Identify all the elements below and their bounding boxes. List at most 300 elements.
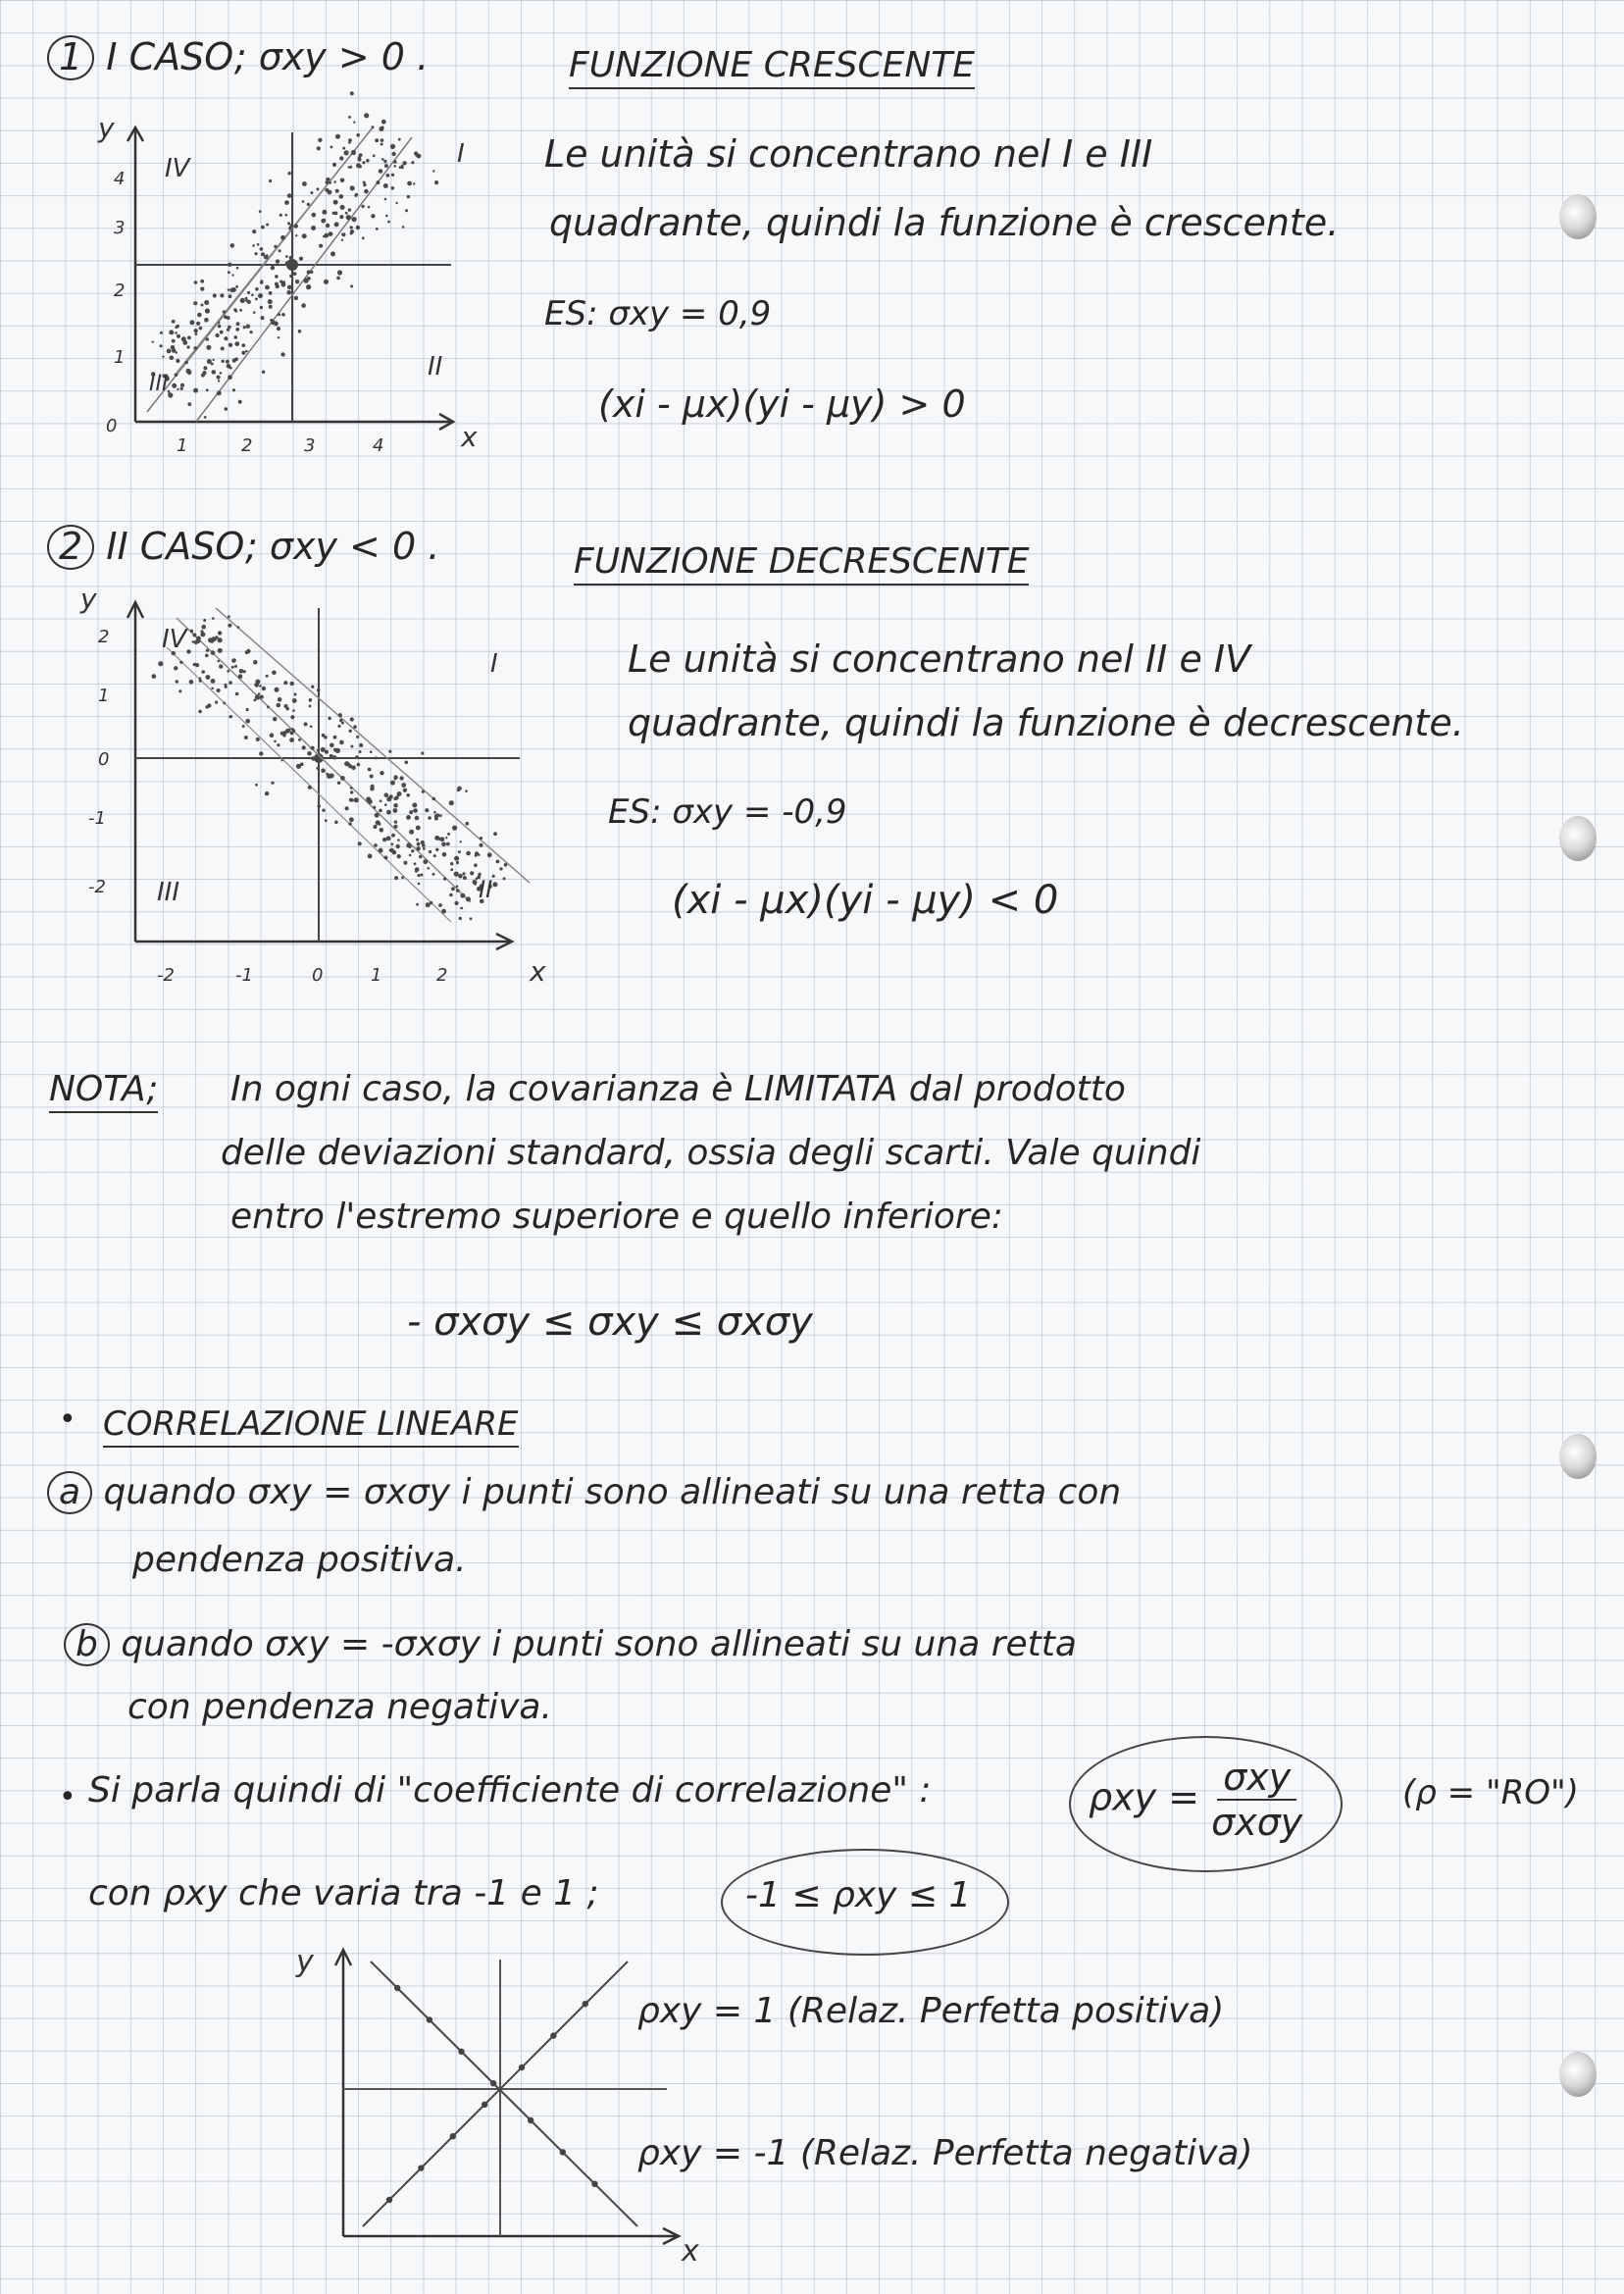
scatter-point bbox=[347, 763, 350, 766]
scatter-point bbox=[438, 903, 442, 907]
scatter-point bbox=[381, 143, 383, 146]
case2-xtick-1: 1 bbox=[371, 965, 382, 986]
scatter-point bbox=[322, 210, 327, 215]
scatter-point bbox=[435, 813, 439, 817]
scatter-point bbox=[288, 729, 291, 732]
scatter-point bbox=[192, 640, 195, 643]
scatter-point bbox=[267, 705, 270, 708]
scatter-point bbox=[379, 809, 382, 813]
scatter-point bbox=[450, 862, 453, 865]
scatter-point bbox=[235, 692, 239, 696]
scatter-point bbox=[351, 150, 356, 155]
scatter-point bbox=[212, 359, 214, 361]
scatter-point bbox=[177, 388, 178, 390]
scatter-point bbox=[460, 841, 462, 842]
scatter-point bbox=[415, 816, 420, 821]
scatter-point bbox=[260, 306, 263, 309]
scatter-point bbox=[280, 235, 285, 240]
scatter-point bbox=[241, 343, 245, 347]
scatter-point bbox=[359, 750, 362, 753]
scatter-point bbox=[430, 901, 432, 904]
scatter-point bbox=[406, 793, 410, 797]
scatter-point bbox=[328, 717, 330, 720]
scatter-point bbox=[224, 315, 228, 319]
case2-xtick-2: 2 bbox=[436, 965, 448, 986]
scatter-point bbox=[386, 174, 390, 178]
scatter-point bbox=[375, 813, 380, 818]
case2-line2: quadrante, quindi la funzione è decrescente. bbox=[628, 701, 1464, 744]
scatter-point bbox=[492, 882, 497, 887]
scatter-point bbox=[332, 212, 335, 215]
scatter-point bbox=[381, 138, 384, 142]
correlation-point bbox=[591, 2181, 597, 2187]
scatter-point bbox=[175, 373, 178, 377]
scatter-point bbox=[371, 214, 375, 218]
scatter-point bbox=[456, 889, 460, 892]
scatter-point bbox=[432, 797, 436, 801]
scatter-point bbox=[432, 170, 434, 172]
scatter-point bbox=[253, 699, 256, 702]
scatter-point bbox=[354, 797, 359, 802]
scatter-point bbox=[384, 792, 389, 797]
scatter-point bbox=[383, 856, 387, 860]
correlation-point bbox=[394, 1985, 400, 1991]
case2-scatter-graph bbox=[59, 583, 549, 1000]
scatter-point bbox=[311, 686, 314, 688]
scatter-point bbox=[152, 341, 154, 343]
case1-origin-label: 0 bbox=[106, 416, 118, 436]
scatter-point bbox=[223, 702, 226, 705]
scatter-point bbox=[205, 308, 210, 313]
scatter-point bbox=[385, 215, 388, 218]
scatter-point bbox=[458, 874, 463, 879]
scatter-point bbox=[393, 808, 398, 813]
scatter-point bbox=[287, 172, 290, 175]
scatter-point bbox=[325, 750, 329, 754]
scatter-point bbox=[242, 725, 245, 728]
scatter-point bbox=[406, 815, 411, 820]
case1-heading: FUNZIONE CRESCENTE bbox=[569, 45, 975, 89]
scatter-point bbox=[293, 272, 297, 276]
scatter-point bbox=[395, 202, 397, 204]
scatter-point bbox=[330, 743, 334, 748]
scatter-point bbox=[452, 826, 457, 831]
scatter-point bbox=[407, 181, 412, 186]
scatter-point bbox=[380, 828, 384, 833]
scatter-point bbox=[237, 626, 240, 629]
scatter-point bbox=[350, 226, 353, 229]
case1-scatter-graph bbox=[78, 112, 510, 471]
scatter-point bbox=[211, 688, 214, 690]
scatter-point bbox=[456, 886, 459, 889]
scatter-point bbox=[356, 133, 360, 137]
scatter-point bbox=[307, 751, 312, 756]
scatter-point bbox=[450, 868, 453, 871]
scatter-point bbox=[307, 203, 310, 206]
scatter-point bbox=[336, 277, 340, 280]
scatter-point bbox=[348, 822, 351, 825]
case1-ytick-1: 1 bbox=[114, 347, 126, 368]
scatter-point bbox=[350, 284, 353, 287]
case1-line1: Le unità si concentrano nel I e III bbox=[544, 132, 1153, 176]
scatter-point bbox=[335, 134, 340, 139]
scatter-point bbox=[348, 141, 351, 144]
scatter-point bbox=[226, 360, 229, 364]
scatter-point bbox=[253, 660, 258, 665]
scatter-point bbox=[228, 615, 230, 618]
scatter-point bbox=[409, 854, 412, 857]
scatter-point bbox=[176, 359, 179, 363]
scatter-point bbox=[353, 122, 355, 124]
scatter-point bbox=[375, 756, 378, 759]
scatter-point bbox=[172, 320, 176, 324]
scatter-point bbox=[245, 719, 250, 724]
scatter-point bbox=[220, 331, 224, 334]
scatter-point bbox=[234, 335, 238, 339]
scatter-point bbox=[176, 680, 178, 683]
point-a-text: quando σxy = σxσy i punti sono allineati su una retta con bbox=[103, 1472, 1122, 1512]
scatter-point bbox=[337, 725, 340, 728]
scatter-point bbox=[425, 808, 429, 812]
scatter-point bbox=[370, 750, 373, 753]
scatter-point bbox=[361, 205, 364, 208]
scatter-point bbox=[339, 156, 343, 160]
scatter-point bbox=[386, 810, 391, 815]
scatter-point bbox=[232, 359, 236, 363]
scatter-point bbox=[261, 316, 265, 320]
nota-line2: delle deviazioni standard, ossia degli scarti. Vale quindi bbox=[221, 1133, 1201, 1173]
point-a-line1 bbox=[47, 1471, 1121, 1514]
case1-xtick-4: 4 bbox=[373, 435, 384, 456]
scatter-point bbox=[358, 156, 362, 160]
scatter-point bbox=[228, 294, 232, 298]
scatter-point bbox=[231, 666, 234, 669]
scatter-point bbox=[403, 861, 407, 865]
rho-formula bbox=[1089, 1756, 1302, 1844]
scatter-point bbox=[373, 806, 376, 809]
scatter-point bbox=[302, 181, 307, 186]
case2-points bbox=[152, 615, 508, 920]
scatter-point bbox=[419, 855, 422, 858]
scatter-point bbox=[269, 305, 273, 309]
scatter-point bbox=[389, 848, 394, 853]
negative-relation-label: ρxy = -1 (Relaz. Perfetta negativa) bbox=[637, 2133, 1253, 2173]
scatter-point bbox=[390, 842, 393, 845]
scatter-point bbox=[311, 746, 315, 750]
scatter-point bbox=[407, 195, 410, 198]
scatter-point bbox=[217, 688, 221, 692]
scatter-point bbox=[234, 665, 237, 668]
punch-hole-3 bbox=[1559, 1434, 1597, 1479]
scatter-point bbox=[445, 837, 447, 839]
scatter-point bbox=[255, 298, 258, 301]
scatter-point bbox=[394, 778, 397, 781]
case1-header bbox=[47, 35, 429, 80]
scatter-point bbox=[321, 219, 326, 224]
scatter-point bbox=[227, 670, 229, 673]
scatter-point bbox=[174, 666, 178, 670]
scatter-point bbox=[362, 236, 365, 239]
scatter-point bbox=[324, 233, 329, 238]
scatter-point bbox=[275, 275, 279, 279]
scatter-point bbox=[342, 147, 345, 150]
scatter-point bbox=[239, 669, 244, 674]
scatter-point bbox=[475, 854, 478, 857]
scatter-point bbox=[304, 722, 308, 726]
scatter-point bbox=[411, 161, 414, 164]
scatter-point bbox=[310, 726, 313, 729]
scatter-point bbox=[339, 740, 344, 745]
scatter-point bbox=[168, 392, 171, 395]
scatter-point bbox=[324, 280, 329, 284]
scatter-point bbox=[177, 334, 180, 338]
scatter-point bbox=[175, 331, 178, 334]
scatter-point bbox=[243, 326, 246, 329]
scatter-point bbox=[329, 181, 331, 184]
scatter-point bbox=[345, 212, 348, 215]
scatter-point bbox=[281, 313, 285, 317]
scatter-point bbox=[206, 345, 211, 350]
case1-ytick-3: 3 bbox=[114, 218, 126, 238]
scatter-point bbox=[321, 747, 326, 752]
scatter-point bbox=[350, 91, 354, 95]
scatter-point bbox=[235, 328, 239, 331]
scatter-point bbox=[201, 670, 205, 674]
scatter-point bbox=[397, 791, 402, 796]
scatter-point bbox=[326, 773, 329, 776]
scatter-point bbox=[458, 850, 461, 853]
scatter-point bbox=[302, 200, 305, 203]
scatter-point bbox=[172, 348, 177, 353]
scatter-point bbox=[211, 650, 216, 655]
scatter-point bbox=[197, 313, 202, 318]
scatter-point bbox=[323, 235, 325, 237]
scatter-point bbox=[382, 838, 386, 841]
scatter-point bbox=[179, 661, 182, 664]
scatter-point bbox=[152, 674, 157, 679]
scatter-point bbox=[359, 743, 363, 747]
case2-y-label: y bbox=[80, 583, 97, 615]
scatter-point bbox=[350, 745, 353, 748]
scatter-point bbox=[269, 179, 272, 182]
scatter-point bbox=[388, 750, 391, 753]
scatter-point bbox=[362, 161, 365, 164]
scatter-point bbox=[287, 285, 292, 290]
coeff-line: Si parla quindi di "coefficiente di correlazione" : bbox=[88, 1770, 932, 1810]
scatter-point bbox=[322, 809, 325, 812]
scatter-point bbox=[416, 839, 419, 841]
scatter-point bbox=[454, 872, 459, 877]
scatter-point bbox=[434, 836, 439, 841]
scatter-point bbox=[160, 331, 163, 334]
scatter-point bbox=[372, 126, 375, 128]
scatter-point bbox=[281, 759, 283, 761]
scatter-point bbox=[187, 336, 191, 340]
scatter-point bbox=[238, 674, 243, 679]
nota-inequality: - σxσy ≤ σxy ≤ σxσy bbox=[407, 1300, 813, 1345]
scatter-point bbox=[357, 763, 361, 767]
scatter-point bbox=[266, 675, 269, 678]
scatter-point bbox=[345, 806, 349, 810]
scatter-point bbox=[180, 387, 183, 390]
scatter-point bbox=[330, 251, 335, 256]
case2-ytick-1: 1 bbox=[98, 686, 110, 706]
scatter-point bbox=[241, 351, 245, 355]
scatter-point bbox=[396, 844, 400, 848]
scatter-point bbox=[211, 679, 216, 684]
scatter-point bbox=[206, 388, 209, 391]
scatter-point bbox=[423, 859, 428, 864]
scatter-point bbox=[340, 178, 345, 183]
scatter-point bbox=[306, 284, 311, 289]
correlation-lines-graph bbox=[284, 1932, 699, 2270]
scatter-point bbox=[257, 243, 260, 246]
scatter-point bbox=[454, 856, 459, 861]
case2-title: II CASO; σxy < 0 . bbox=[106, 525, 440, 568]
scatter-point bbox=[283, 681, 287, 685]
scatter-point bbox=[341, 239, 343, 241]
point-b-label: b bbox=[64, 1623, 110, 1666]
scatter-point bbox=[289, 738, 294, 742]
correlation-point bbox=[386, 2197, 392, 2203]
scatter-point bbox=[260, 695, 264, 699]
scatter-point bbox=[160, 344, 163, 347]
scatter-point bbox=[368, 206, 371, 209]
scatter-point bbox=[273, 717, 277, 721]
scatter-point bbox=[280, 732, 284, 736]
scatter-point bbox=[417, 874, 420, 877]
scatter-point bbox=[376, 228, 379, 230]
case1-number: 1 bbox=[47, 35, 94, 80]
scatter-point bbox=[259, 210, 262, 213]
scatter-point bbox=[478, 853, 481, 856]
scatter-point bbox=[373, 154, 376, 157]
scatter-point bbox=[213, 293, 217, 297]
scatter-point bbox=[350, 790, 353, 793]
scatter-point bbox=[504, 863, 508, 867]
scatter-point bbox=[421, 841, 425, 844]
scatter-point bbox=[235, 285, 238, 288]
scatter-point bbox=[319, 244, 323, 248]
scatter-point bbox=[366, 796, 371, 801]
scatter-point bbox=[380, 799, 382, 802]
scatter-point bbox=[474, 883, 477, 886]
scatter-point bbox=[379, 848, 383, 853]
scatter-point bbox=[402, 161, 406, 165]
scatter-point bbox=[246, 325, 250, 329]
scatter-point bbox=[321, 768, 326, 773]
scatter-point bbox=[218, 648, 223, 653]
scatter-point bbox=[411, 849, 414, 852]
scatter-point bbox=[238, 400, 242, 404]
scatter-point bbox=[401, 165, 404, 168]
scatter-point bbox=[271, 266, 275, 270]
scatter-point bbox=[412, 803, 417, 808]
point-b-line1 bbox=[64, 1623, 1077, 1666]
scatter-point bbox=[333, 200, 338, 205]
correlazione-bullet: • bbox=[59, 1402, 76, 1437]
scatter-point bbox=[261, 252, 265, 256]
scatter-point bbox=[199, 327, 203, 331]
scatter-point bbox=[309, 698, 313, 702]
scatter-point bbox=[337, 270, 342, 275]
scatter-point bbox=[441, 842, 446, 847]
scatter-point bbox=[245, 297, 248, 300]
scatter-point bbox=[391, 152, 395, 156]
scatter-point bbox=[374, 843, 378, 847]
scatter-point bbox=[225, 407, 228, 411]
scatter-point bbox=[394, 825, 398, 829]
scatter-point bbox=[376, 180, 380, 184]
scatter-point bbox=[224, 336, 228, 340]
punch-hole-1 bbox=[1559, 194, 1597, 239]
scatter-point bbox=[255, 252, 258, 255]
scatter-point bbox=[205, 654, 209, 658]
scatter-point bbox=[405, 209, 408, 212]
scatter-point bbox=[496, 860, 500, 864]
scatter-point bbox=[340, 776, 345, 781]
scatter-point bbox=[387, 221, 390, 224]
scatter-point bbox=[279, 249, 281, 252]
scatter-point bbox=[470, 917, 473, 920]
scatter-point bbox=[175, 326, 178, 329]
scatter-point bbox=[333, 736, 337, 739]
scatter-point bbox=[317, 688, 321, 692]
scatter-point bbox=[310, 191, 313, 194]
scatter-point bbox=[503, 877, 506, 880]
scatter-point bbox=[428, 816, 431, 820]
scatter-point bbox=[278, 697, 282, 702]
correlation-x-label: x bbox=[682, 2234, 699, 2269]
scatter-point bbox=[232, 388, 235, 391]
scatter-point bbox=[413, 809, 415, 811]
scatter-point bbox=[228, 681, 232, 685]
scatter-point bbox=[247, 291, 250, 294]
scatter-point bbox=[170, 356, 175, 361]
scatter-point bbox=[259, 751, 263, 755]
scatter-point bbox=[181, 336, 186, 341]
scatter-point bbox=[212, 370, 217, 375]
scatter-point bbox=[416, 903, 419, 906]
case2-ytick-2: 2 bbox=[98, 627, 110, 647]
scatter-point bbox=[269, 291, 273, 295]
scatter-point bbox=[433, 854, 436, 857]
scatter-point bbox=[247, 300, 251, 304]
scatter-point bbox=[228, 343, 232, 347]
case2-line1: Le unità si concentrano nel II e IV bbox=[628, 637, 1251, 681]
positive-relation-label: ρxy = 1 (Relaz. Perfetta positiva) bbox=[637, 1991, 1225, 2031]
case2-xtick-m1: -1 bbox=[235, 965, 253, 986]
scatter-point bbox=[289, 275, 292, 278]
scatter-point bbox=[194, 329, 198, 332]
scatter-point bbox=[196, 322, 200, 326]
scatter-point bbox=[390, 781, 395, 786]
scatter-point bbox=[261, 226, 265, 229]
case2-quadrant-II: II bbox=[479, 876, 493, 903]
case1-example: ES: σxy = 0,9 bbox=[544, 294, 772, 333]
scatter-point bbox=[333, 180, 336, 183]
case2-ytick-m1: -1 bbox=[88, 808, 106, 829]
scatter-point bbox=[371, 785, 375, 789]
scatter-point bbox=[217, 376, 221, 380]
scatter-point bbox=[435, 848, 438, 851]
scatter-point bbox=[312, 758, 315, 761]
scatter-point bbox=[258, 293, 263, 298]
scatter-point bbox=[256, 738, 260, 741]
scatter-point bbox=[380, 771, 383, 775]
scatter-point bbox=[351, 798, 354, 801]
scatter-point bbox=[317, 146, 321, 150]
